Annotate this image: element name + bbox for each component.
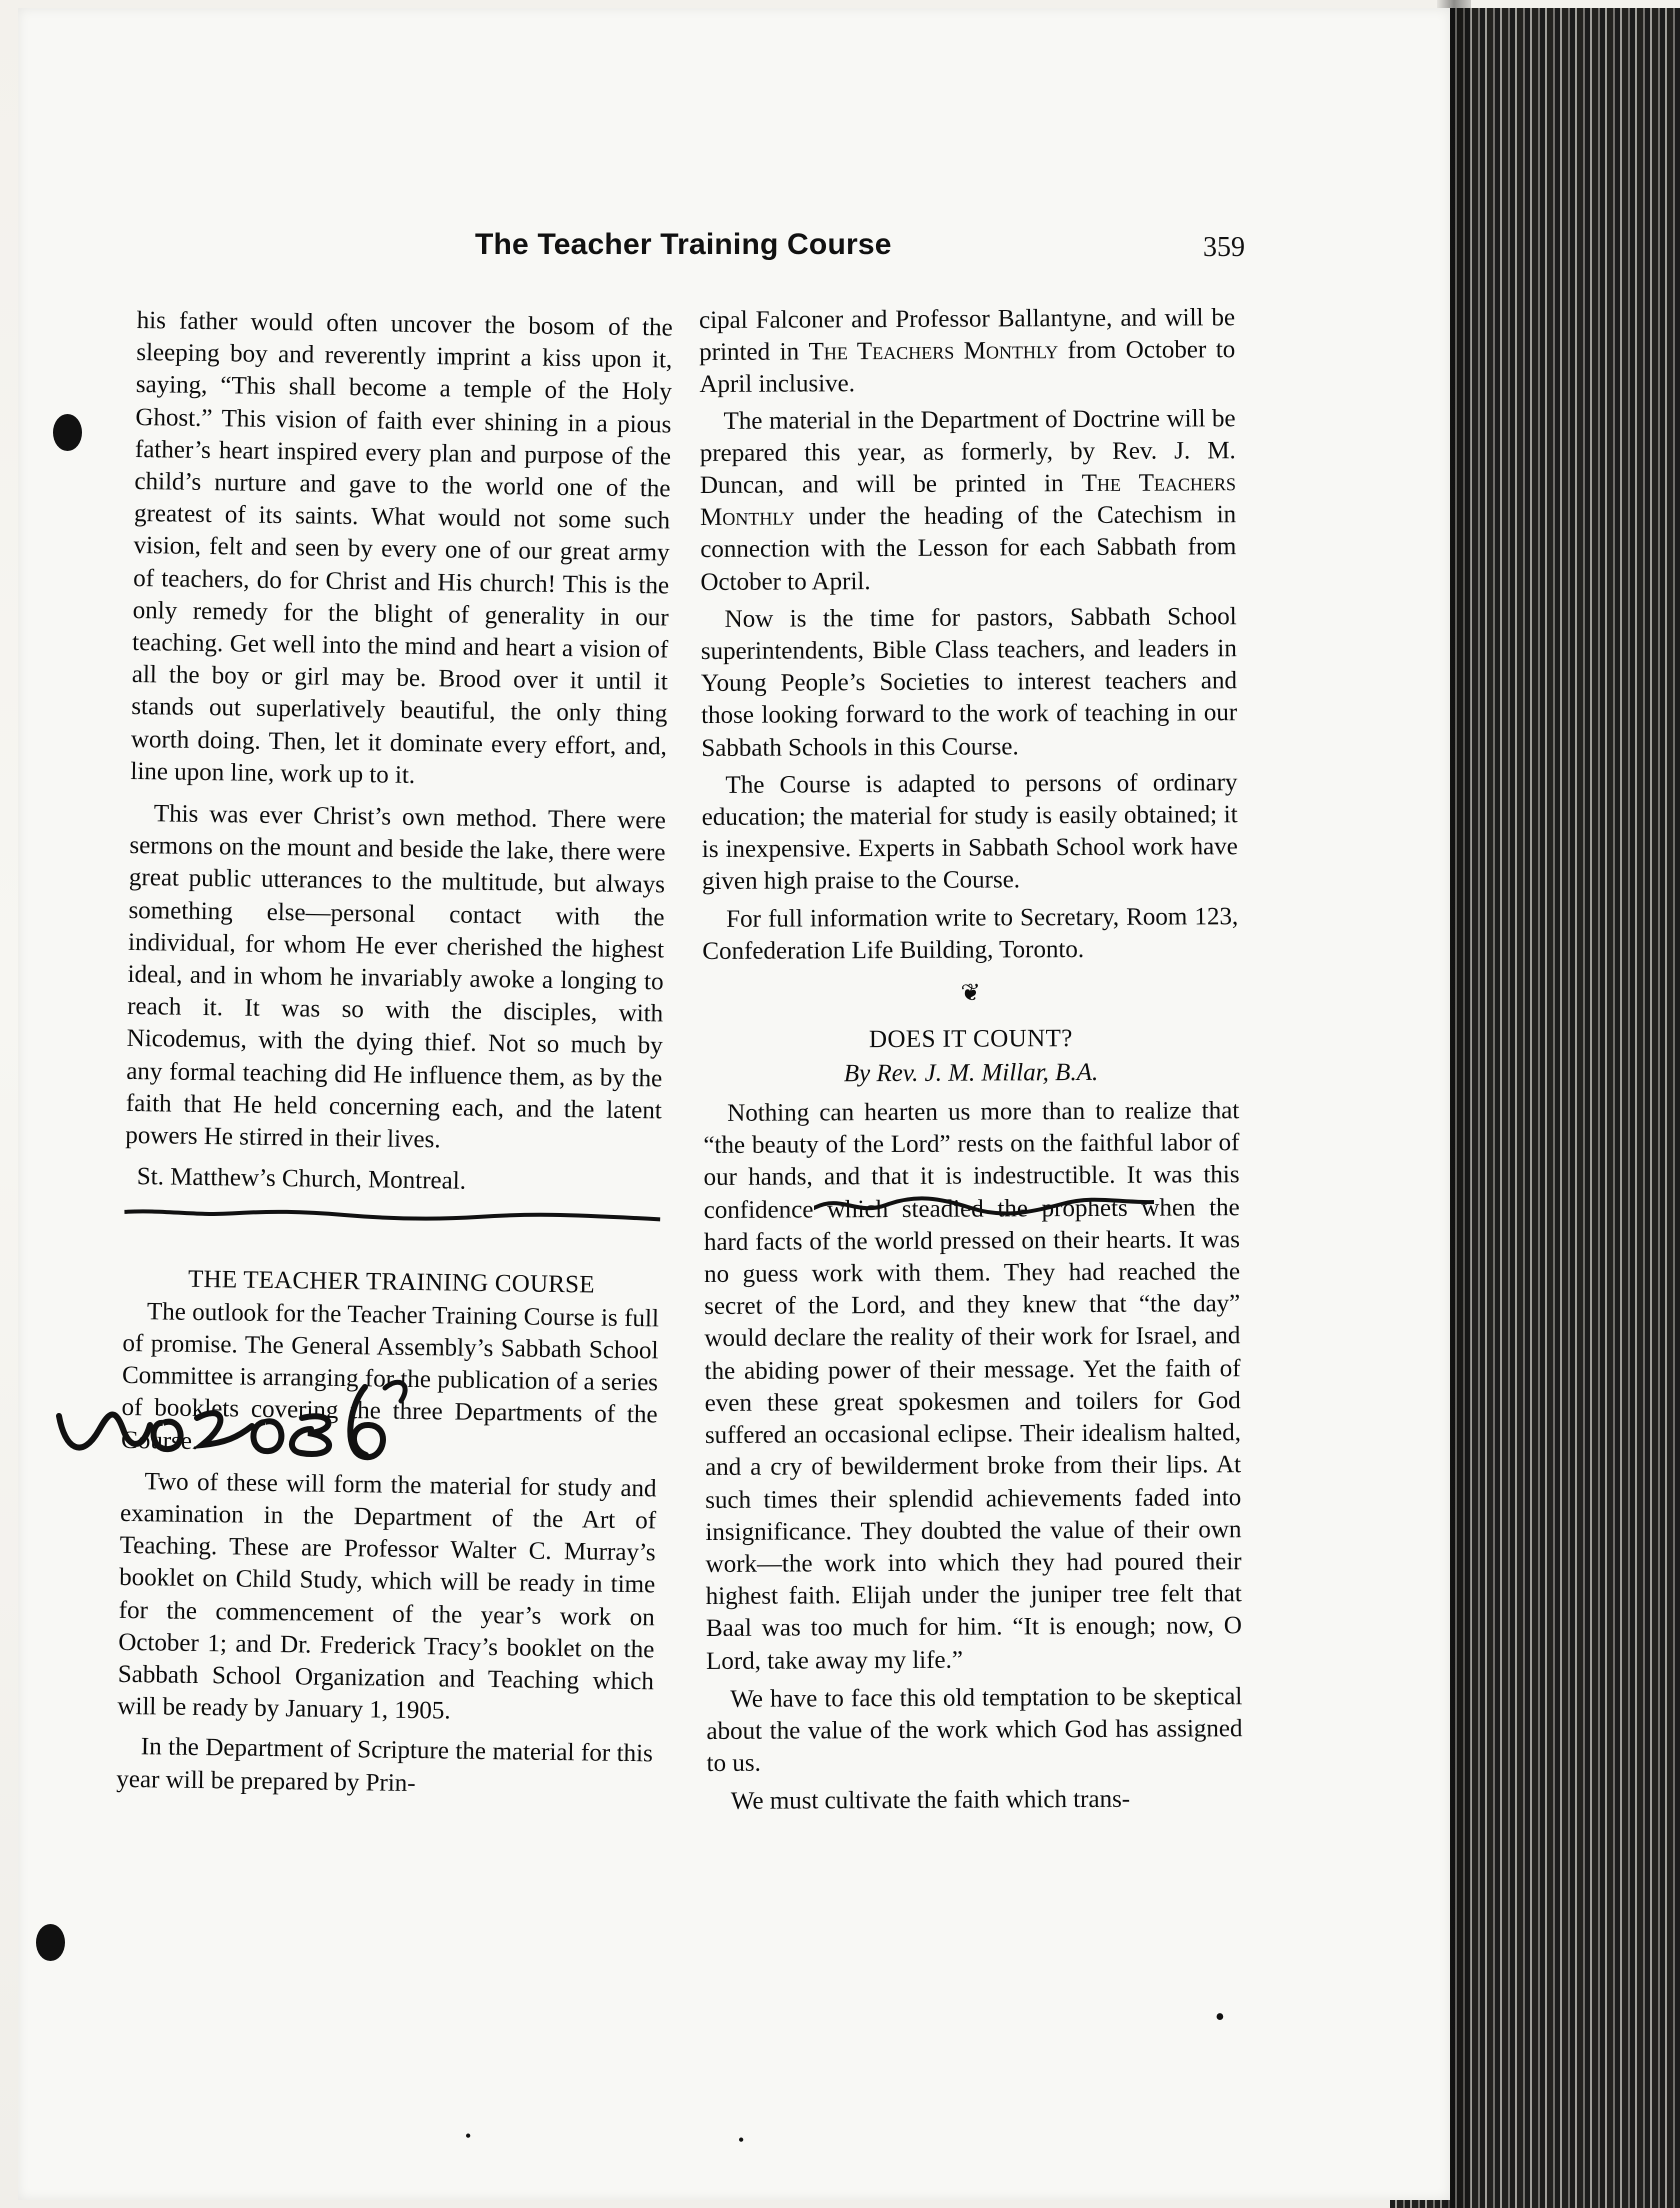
teacher-training-article-title: THE TEACHER TRAINING COURSE: [187, 1266, 595, 1299]
right-text-column: [699, 302, 1243, 1818]
now-paragraph: Now is the time for pastors, Sabbath School superintendents, Bible Class teachers, and leaders in Young People’s Societies to interest teachers and those looking forward to the work of teaching in our Sabbath Schools in this Course.: [700, 603, 1238, 762]
publication-name: The Teachers Monthly: [808, 337, 1059, 366]
doctrine-publication-name: The Teachers Monthly: [700, 469, 1237, 532]
cultivate-paragraph: We must cultivate the faith which trans-: [730, 1786, 1131, 1816]
section-divider-rule: [124, 1204, 660, 1229]
doctrine-paragraph: [700, 403, 1237, 599]
punch-hole-top: [53, 414, 82, 451]
ink-mark: •: [1215, 2002, 1225, 2033]
opening-paragraph: his father would often uncover the bosom of the sleeping boy and reverently imprint a kiss upon it, saying, “This shall become a temple of the Holy Ghost.” This vision of faith ever shining in a pious father’s heart inspired every plan and purpose of the child’s nurture and gave to the world one of the greatest of its saints. What would not some such vision, felt and seen by every one of our great army of teachers, do for Christ and His church! This is the only remedy for the blight of generality in our teaching. Get well into the mind and heart a vision of all the boy or girl may be. Brood over it until it stands out superlatively beautiful, the only thing worth doing. Then, let it dominate every effort, and, line upon line, work up to it.: [130, 306, 673, 789]
two-booklets-paragraph: Two of these will form the material for study and examination in the Department of the Art of Teaching. These are Professor Walter C. Murray’s booklet on Child Study, which will be ready in time for the commencement of the year’s work on October 1; and Dr. Frederick Tracy’s booklet on the Sabbath School Organization and Teaching which will be ready by January 1, 1905.: [117, 1467, 657, 1725]
page-header: [475, 228, 1245, 278]
speck: •: [738, 2130, 745, 2150]
punch-hole-bottom: [36, 1924, 65, 1961]
church-signature: St. Matthew’s Church, Montreal.: [136, 1163, 467, 1195]
continued-paragraph-prefix: cipal Falconer and Professor Ballantyne, and will be printed in: [699, 304, 1236, 367]
doctrine-paragraph-prefix: The material in the Department of Doctrine will be prepared this year, as formerly, by Rev. J. M. Duncan, and will be printed in: [699, 404, 1236, 500]
author-byline: By Rev. J. M. Millar, B.A.: [843, 1058, 1099, 1088]
scripture-paragraph: In the Department of Scripture the material for this year will be prepared by Prin-: [116, 1733, 654, 1797]
running-title: The Teacher Training Course: [475, 228, 892, 261]
outlook-paragraph: The outlook for the Teacher Training Course is full of promise. The General Assembly’s Sabbath School Committee is arranging for the publication of a series of booklets covering the three Departments of the Course.: [120, 1297, 660, 1455]
christ-method-paragraph: This was ever Christ’s own method. There were sermons on the mount and beside the lake, there were great public utterances to the multitude, but always something else—personal contact with the individual, for whom He ever cherished the highest ideal, and in whom he invariably awoke a longing to reach it. It was so with the disciples, with Nicodemus, with the dying thief. Not so much by any formal teaching did He influence them, as by the faith that He held concerning each, and the latent powers He stirred in their lives.: [125, 800, 667, 1154]
speck: •: [465, 2126, 472, 2146]
ornamental-fleuron: ❦: [960, 980, 981, 1007]
page-number: 359: [1203, 232, 1245, 263]
continued-paragraph: [699, 302, 1235, 401]
left-text-column: [116, 305, 673, 1803]
doctrine-paragraph-suffix: under the heading of the Catechism in connection with the Lesson for each Sabbath from October to April.: [700, 501, 1237, 596]
nothing-paragraph: Nothing can hearten us more than to realize that “the beauty of the Lord” rests on the faithful labor of our hands, and that it is indestructible. It was this confidence which steadied the prophets when the hard facts of the world pressed on their hearts. It was no guess work with them. They had reached the secret of the Lord, and they knew that “the day” would declare the reality of their work for Israel, and the abiding power of their message. Yet the faith of even these great spokesmen and toilers for God suffered an occasional eclipse. Their idealism halted, and a cry of bewilderment broke from their lips. At such times their splendid achievements faded into insignificance. They doubted the value of their own work—the work into which they had poured their highest faith. Elijah under the juniper tree felt that Baal was too much for him. “It is enough; now, O Lord, take away my life.”: [703, 1097, 1242, 1675]
continued-paragraph-suffix: from October to April inclusive.: [699, 336, 1236, 399]
does-it-count-title: DOES IT COUNT?: [868, 1025, 1073, 1054]
temptation-paragraph: We have to face this old temptation to be skeptical about the value of the work which God has assigned to us.: [706, 1682, 1243, 1778]
adapted-paragraph: The Course is adapted to persons of ordinary education; the material for study is easily obtained; it is inexpensive. Experts in Sabbath School work have given high praise to the Course.: [701, 769, 1238, 896]
information-paragraph: For full information write to Secretary, Room 123, Confederation Life Building, Toronto.: [702, 902, 1239, 965]
